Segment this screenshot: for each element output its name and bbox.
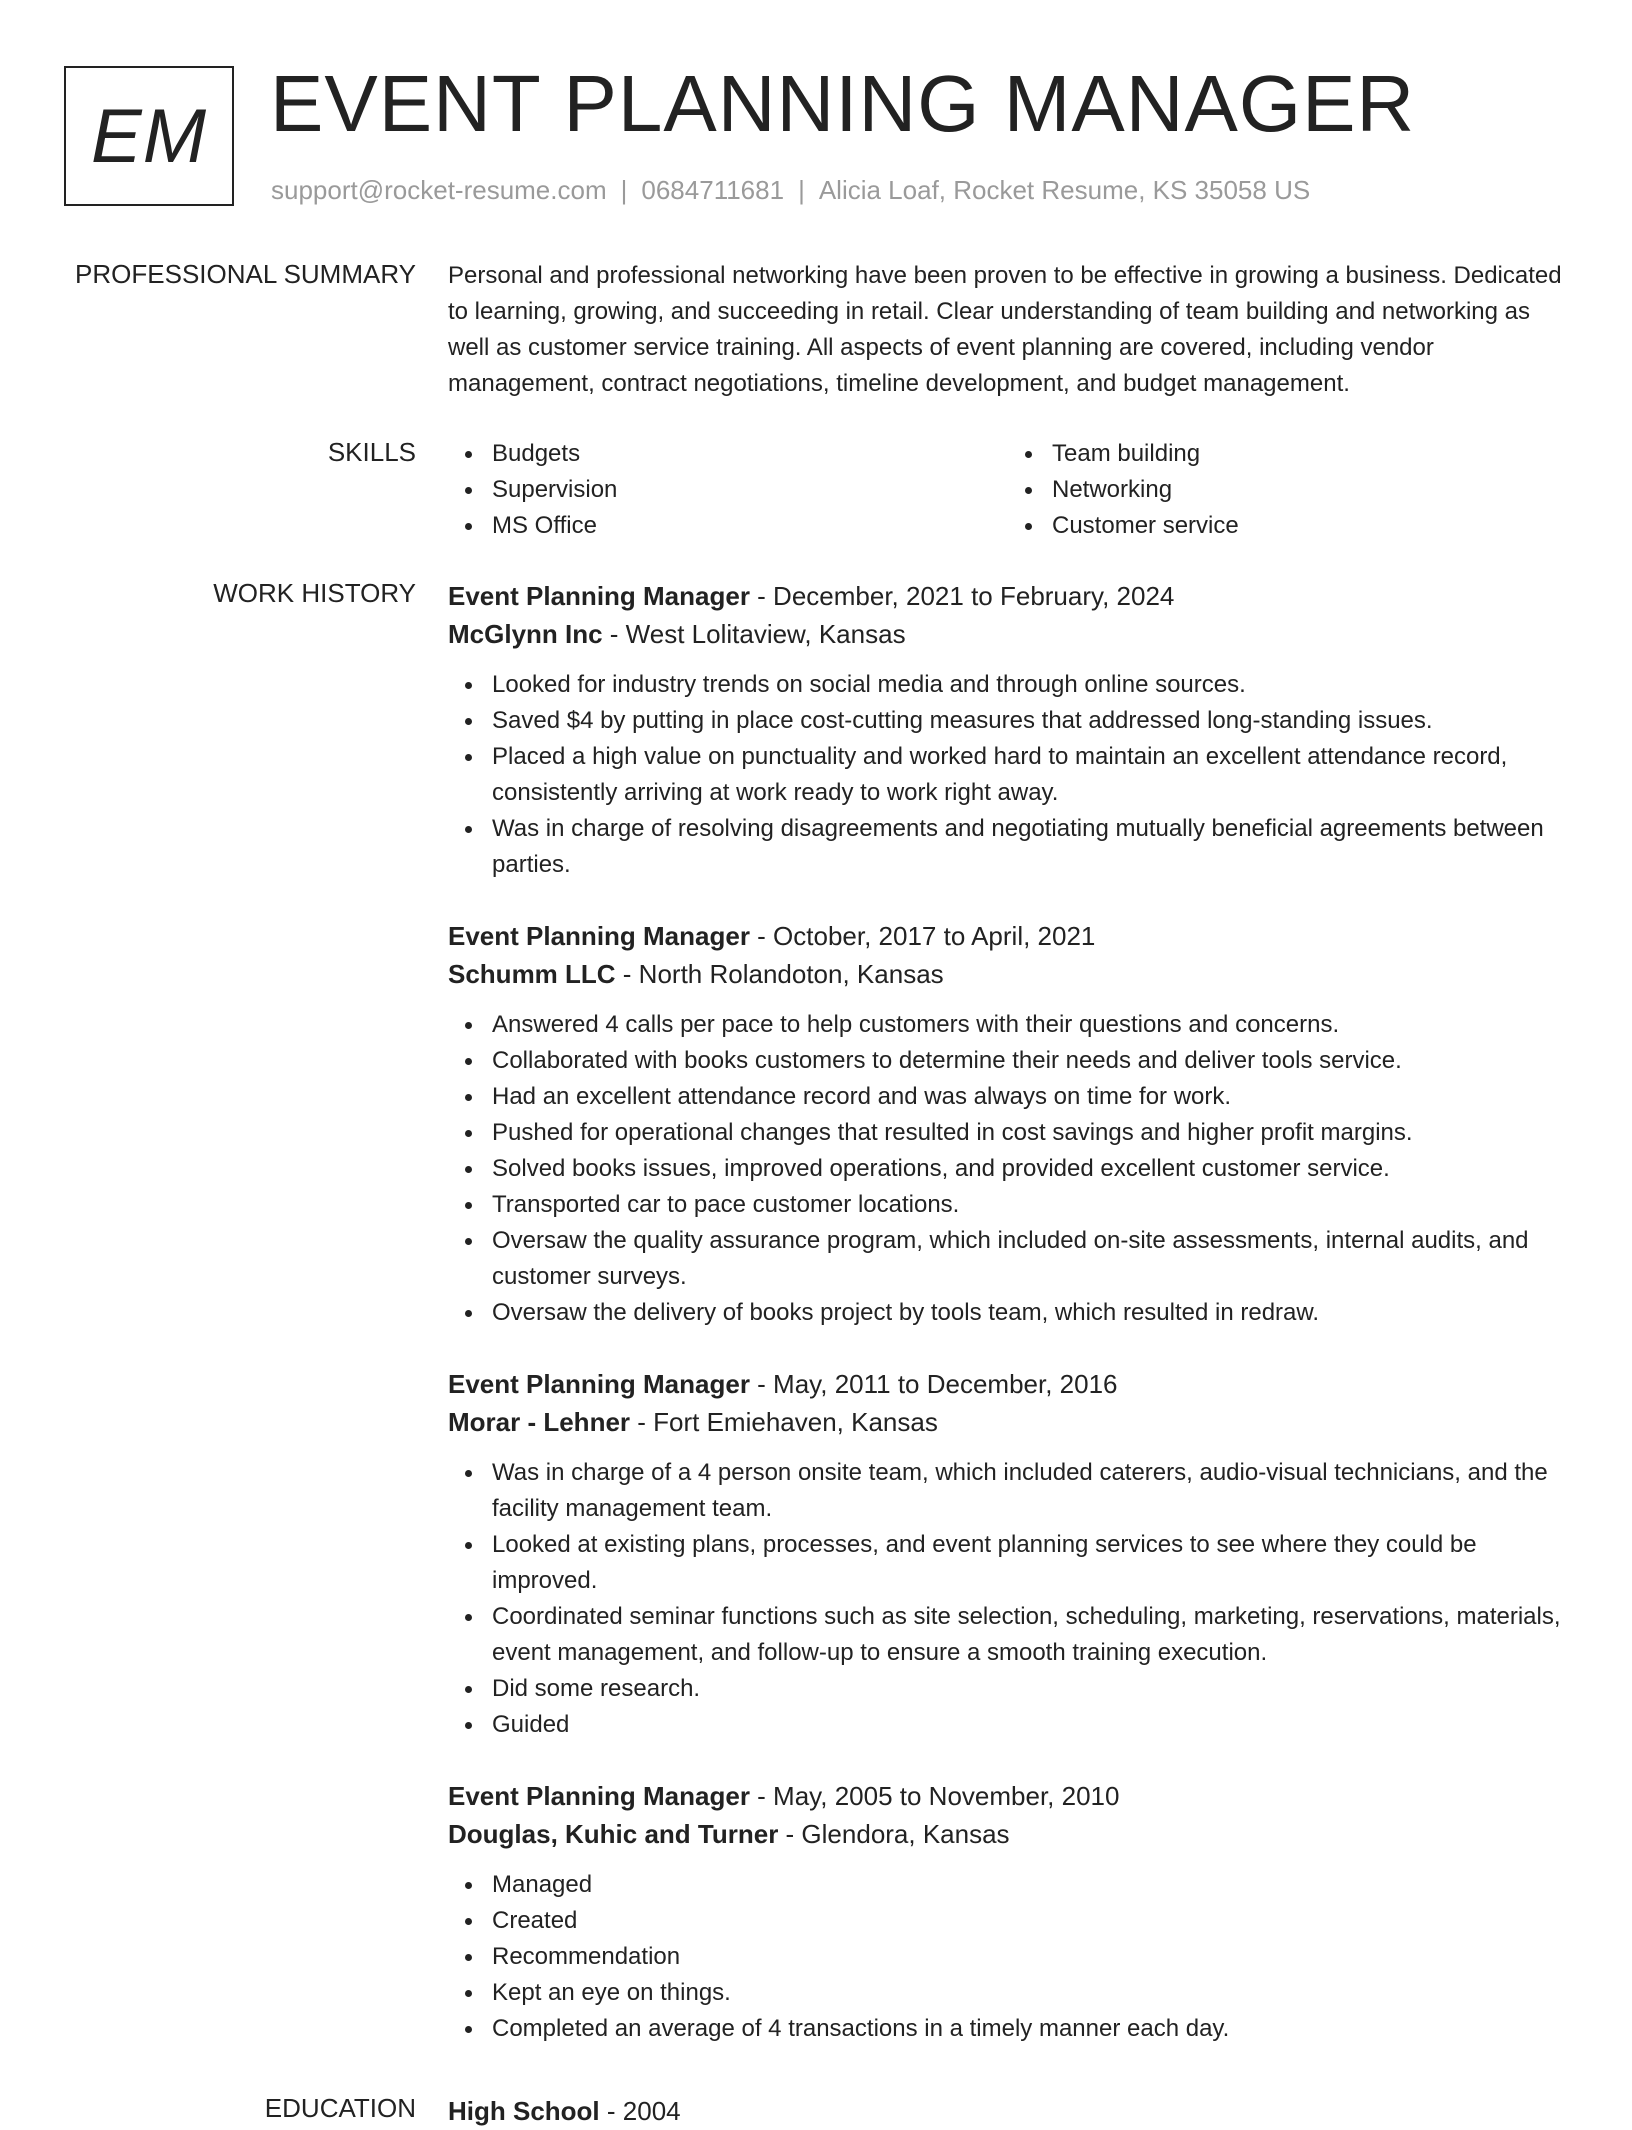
job-title: Event Planning Manager <box>448 921 750 951</box>
company-line <box>448 1815 1568 1853</box>
job-dates: - May, 2011 to December, 2016 <box>749 1369 1118 1399</box>
job-bullet: Transported car to pace customer locations. <box>492 1187 1568 1223</box>
job-bullet: Completed an average of 4 transactions in a timely manner each day. <box>492 2011 1568 2047</box>
company-name: Douglas, Kuhic and Turner <box>448 1819 779 1849</box>
job-bullet: Coordinated seminar functions such as site selection, scheduling, marketing, reservations, materials, event management, and follow-up to ensure a smooth training execution. <box>492 1599 1568 1671</box>
job-entry <box>448 917 1568 1331</box>
skills-list-left <box>448 436 1008 544</box>
summary-text: Personal and professional networking have been proven to be effective in growing a business. Dedicated to learning, growing, and succeeding in retail. Clear understanding of team building and networking as well as customer service training. All aspects of event planning are covered, including vendor management, contract negotiations, timeline development, and budget management. <box>448 262 1562 397</box>
contact-phone[interactable]: 0684711681 <box>641 175 785 205</box>
summary-body <box>448 258 1568 402</box>
job-title-line <box>448 1365 1568 1403</box>
job-dates: - December, 2021 to February, 2024 <box>749 581 1175 611</box>
company-location: - Fort Emiehaven, Kansas <box>630 1407 938 1437</box>
education-line <box>448 2092 1568 2130</box>
job-bullet: Was in charge of a 4 person onsite team, which included caterers, audio-visual technicians, and the facility management team. <box>492 1455 1568 1527</box>
job-bullet: Had an excellent attendance record and was always on time for work. <box>492 1079 1568 1115</box>
monogram-box <box>64 66 234 206</box>
job-title: Event Planning Manager <box>448 1369 750 1399</box>
company-location: - West Lolitaview, Kansas <box>602 619 906 649</box>
job-bullets <box>448 1867 1568 2047</box>
company-name: Morar - Lehner <box>448 1407 631 1437</box>
job-bullets <box>448 1455 1568 1743</box>
job-bullet: Saved $4 by putting in place cost-cutting measures that addressed long-standing issues. <box>492 703 1568 739</box>
job-bullet: Created <box>492 1903 1568 1939</box>
job-title-line <box>448 917 1568 955</box>
job-dates: - May, 2005 to November, 2010 <box>749 1781 1120 1811</box>
skill-item: Networking <box>1052 472 1568 508</box>
resume-name: EVENT PLANNING MANAGER <box>270 59 1416 148</box>
company-location: - Glendora, Kansas <box>778 1819 1010 1849</box>
job-bullet: Looked for industry trends on social media and through online sources. <box>492 667 1568 703</box>
job-title-line <box>448 577 1568 615</box>
job-entry <box>448 1365 1568 1743</box>
job-bullet: Oversaw the delivery of books project by tools team, which resulted in redraw. <box>492 1295 1568 1331</box>
skill-item: Supervision <box>492 472 1008 508</box>
contact-line <box>271 175 1310 206</box>
job-bullets <box>448 1007 1568 1331</box>
job-bullet: Did some research. <box>492 1671 1568 1707</box>
job-bullets <box>448 667 1568 883</box>
company-line <box>448 615 1568 653</box>
education-year: - 2004 <box>599 2096 681 2126</box>
job-title: Event Planning Manager <box>448 581 750 611</box>
company-line <box>448 1403 1568 1441</box>
skills-list-right <box>1008 436 1568 544</box>
job-dates: - October, 2017 to April, 2021 <box>749 921 1096 951</box>
skills-body <box>448 436 1568 544</box>
summary-label: PROFESSIONAL SUMMARY <box>75 259 416 289</box>
job-bullet: Guided <box>492 1707 1568 1743</box>
skill-item: Team building <box>1052 436 1568 472</box>
skill-item: MS Office <box>492 508 1008 544</box>
job-bullet: Managed <box>492 1867 1568 1903</box>
skills-columns <box>448 436 1568 544</box>
skill-item: Budgets <box>492 436 1008 472</box>
education-body <box>448 2092 1568 2130</box>
education-degree: High School <box>448 2096 600 2126</box>
company-name: Schumm LLC <box>448 959 616 989</box>
job-bullet: Answered 4 calls per pace to help customers with their questions and concerns. <box>492 1007 1568 1043</box>
work-history-label: WORK HISTORY <box>213 578 416 608</box>
education-label: EDUCATION <box>264 2093 416 2123</box>
contact-separator: | <box>798 175 805 205</box>
skill-item: Customer service <box>1052 508 1568 544</box>
job-bullet: Oversaw the quality assurance program, which included on-site assessments, internal audits, and customer surveys. <box>492 1223 1568 1295</box>
job-bullet: Recommendation <box>492 1939 1568 1975</box>
job-entry <box>448 577 1568 883</box>
company-name: McGlynn Inc <box>448 619 603 649</box>
company-line <box>448 955 1568 993</box>
job-bullet: Kept an eye on things. <box>492 1975 1568 2011</box>
job-title-line <box>448 1777 1568 1815</box>
job-bullet: Looked at existing plans, processes, and event planning services to see where they could be improved. <box>492 1527 1568 1599</box>
contact-email[interactable]: support@rocket-resume.com <box>271 175 607 205</box>
job-bullet: Was in charge of resolving disagreements and negotiating mutually beneficial agreements between parties. <box>492 811 1568 883</box>
skills-label: SKILLS <box>327 437 416 467</box>
work-history-body <box>448 577 1568 2081</box>
job-bullet: Pushed for operational changes that resulted in cost savings and higher profit margins. <box>492 1115 1568 1151</box>
job-bullet: Solved books issues, improved operations, and provided excellent customer service. <box>492 1151 1568 1187</box>
contact-separator: | <box>620 175 628 205</box>
job-title: Event Planning Manager <box>448 1781 750 1811</box>
company-location: - North Rolandoton, Kansas <box>615 959 944 989</box>
job-entry <box>448 1777 1568 2047</box>
contact-address: Alicia Loaf, Rocket Resume, KS 35058 US <box>818 175 1311 205</box>
job-bullet: Collaborated with books customers to determine their needs and deliver tools service. <box>492 1043 1568 1079</box>
monogram-text: EM <box>91 93 207 179</box>
job-bullet: Placed a high value on punctuality and worked hard to maintain an excellent attendance record, consistently arriving at work ready to work right away. <box>492 739 1568 811</box>
